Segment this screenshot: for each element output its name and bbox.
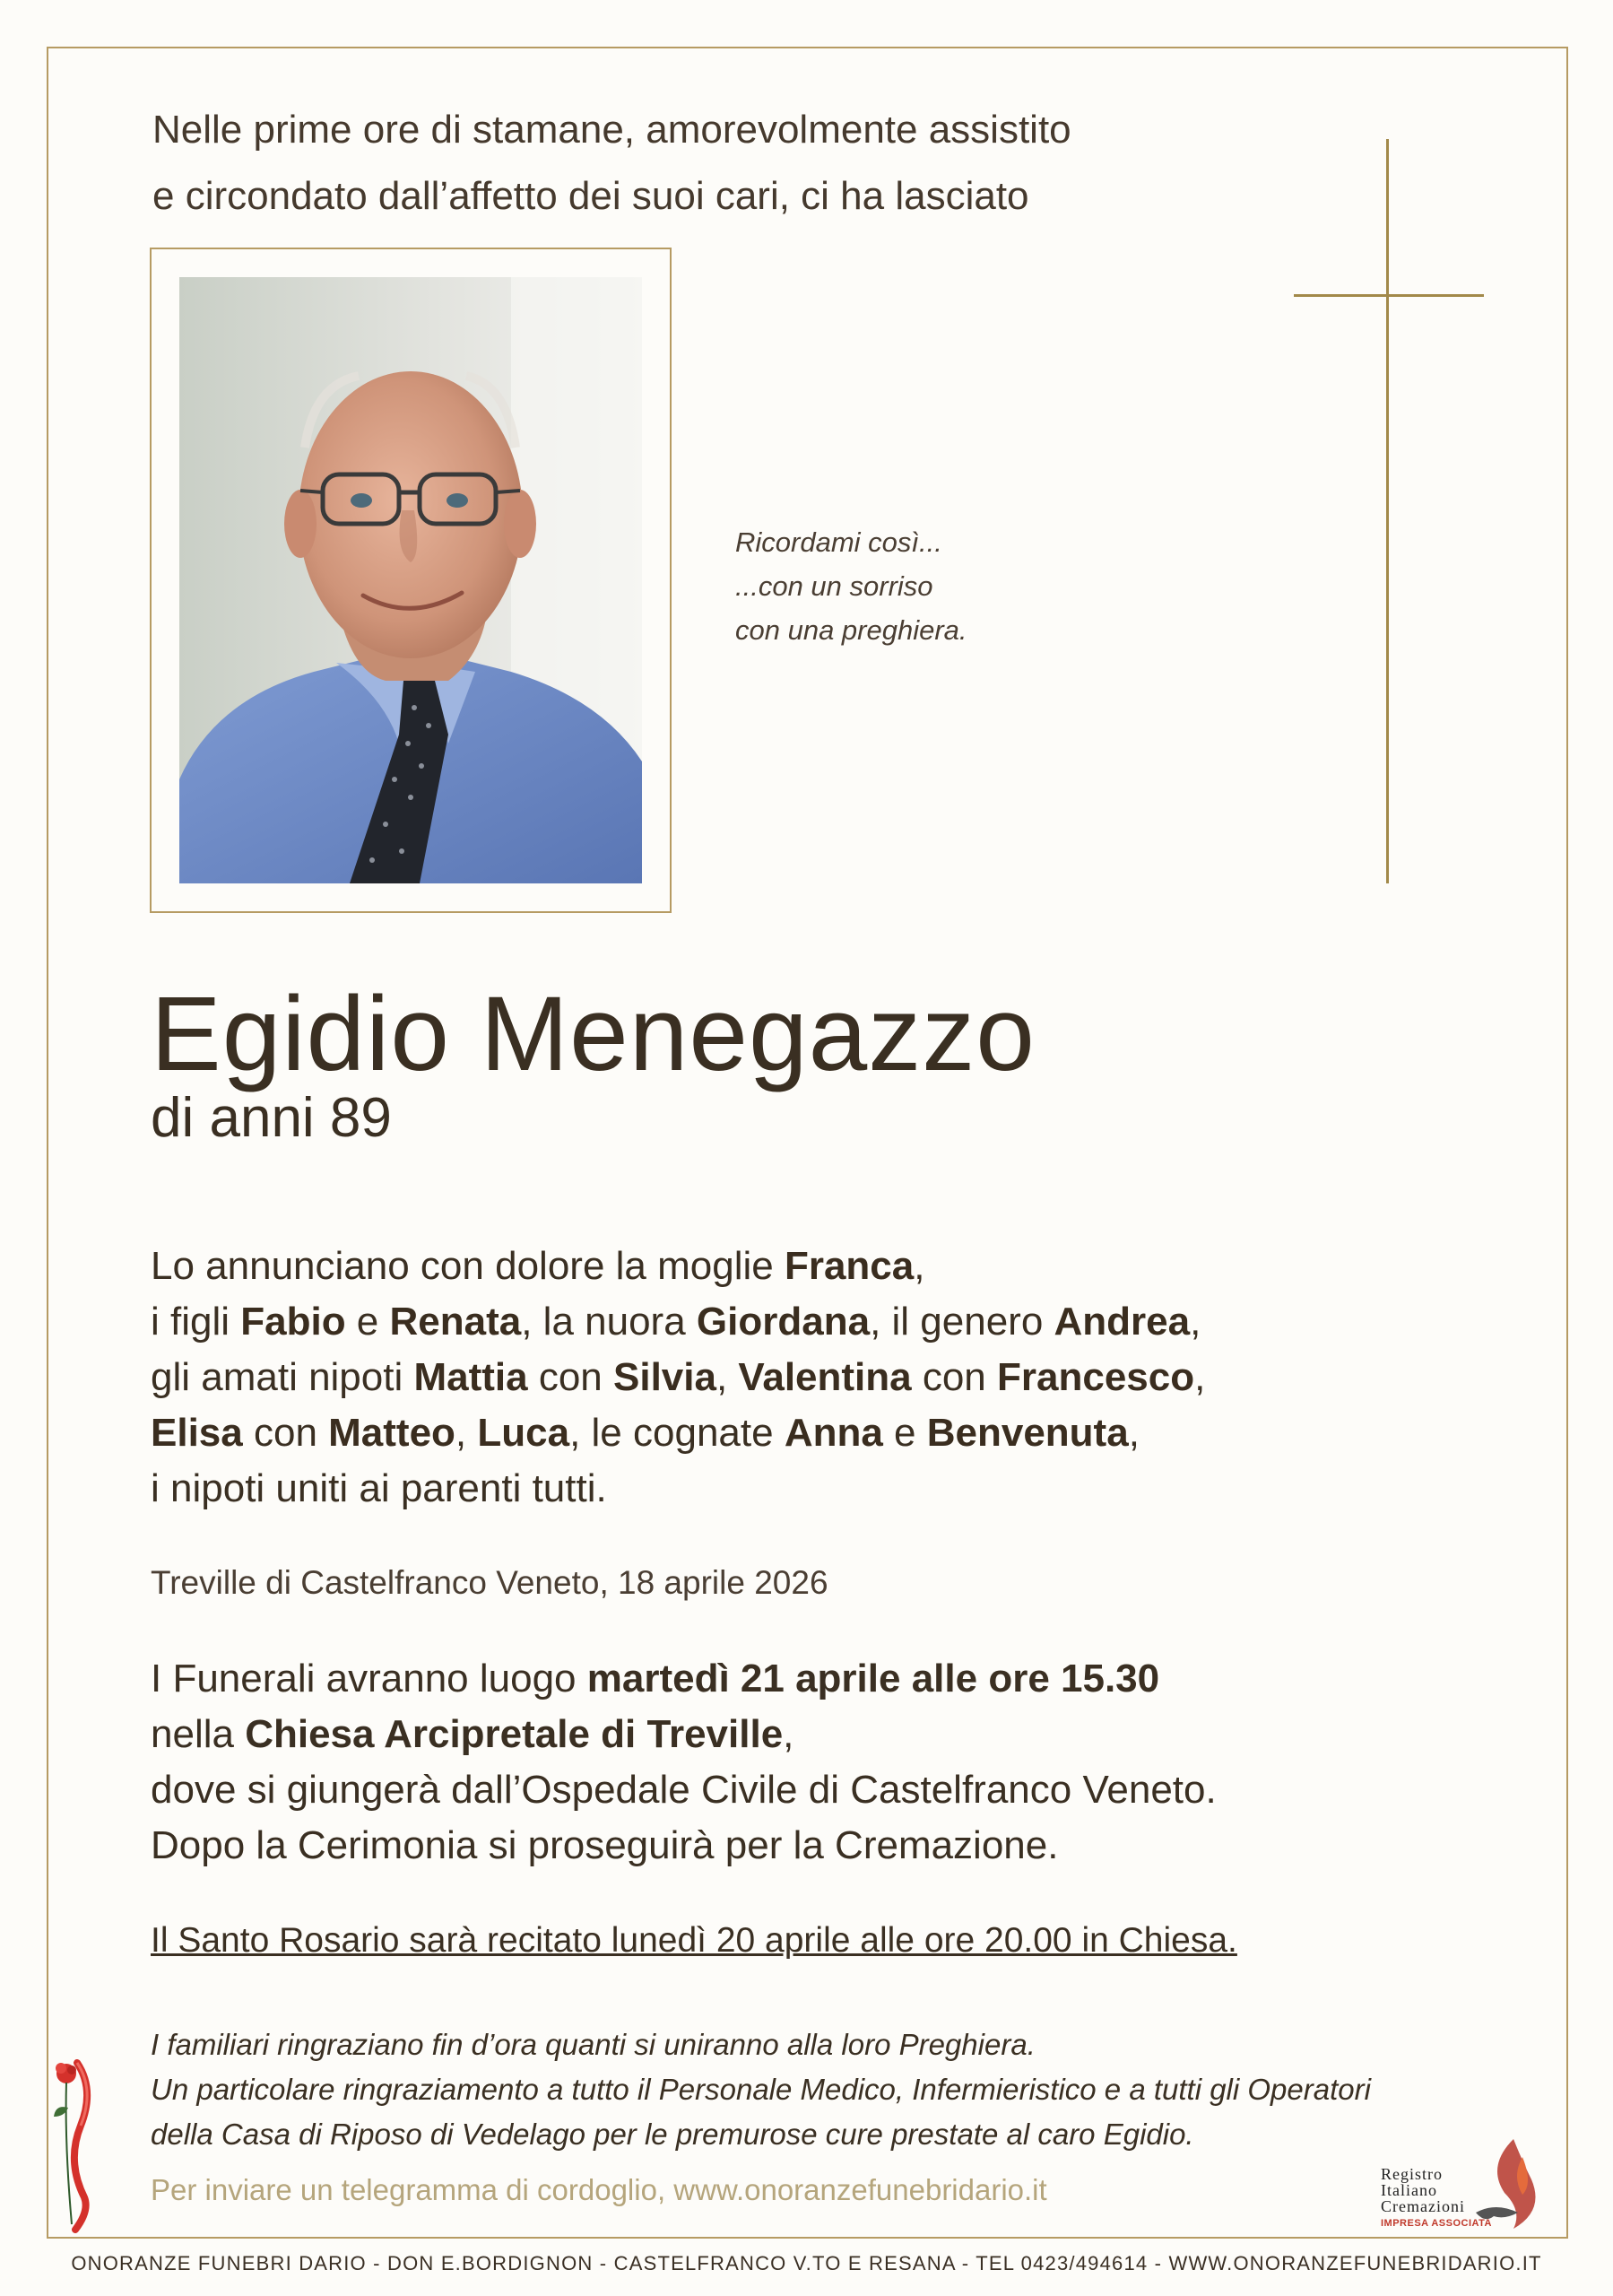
cross-icon-vertical xyxy=(1386,139,1389,883)
announcement-line-3: gli amati nipoti Mattia con Silvia, Valentina con Francesco, xyxy=(151,1355,1206,1399)
intro-line-2: e circondato dall’affetto dei suoi cari, ci ha lasciato xyxy=(152,174,1029,218)
intro-text xyxy=(152,97,1071,230)
place-date: Treville di Castelfranco Veneto, 18 aprile 2026 xyxy=(151,1564,828,1601)
quote-line-3: con una preghiera. xyxy=(735,614,967,646)
announcement-line-1: Lo annunciano con dolore la moglie Franca, xyxy=(151,1244,925,1288)
telegram-link[interactable]: Per inviare un telegramma di cordoglio, www.onoranzefunebridario.it xyxy=(151,2173,1047,2206)
quote-line-1: Ricordami così... xyxy=(735,526,942,558)
rose-ribbon-icon xyxy=(45,2054,99,2233)
funeral-line-1: I Funerali avranno luogo martedì 21 aprile alle ore 15.30 xyxy=(151,1657,1160,1700)
thanks-text xyxy=(151,2022,1371,2157)
deceased-name: Egidio Menegazzo xyxy=(151,975,1036,1093)
announcement-line-5: i nipoti uniti ai parenti tutti. xyxy=(151,1466,607,1510)
announcement-line-2: i figli Fabio e Renata, la nuora Giordana, il genero Andrea, xyxy=(151,1300,1201,1344)
thanks-line-1: I familiari ringraziano fin d’ora quanti si uniranno alla loro Preghiera. xyxy=(151,2028,1036,2061)
ric-line-3: Cremazioni xyxy=(1381,2197,1465,2215)
intro-line-1: Nelle prime ore di stamane, amorevolmente assistito xyxy=(152,108,1071,152)
quote-line-2: ...con un sorriso xyxy=(735,570,933,602)
funeral-details xyxy=(151,1651,1217,1874)
funeral-line-2: nella Chiesa Arcipretale di Treville, xyxy=(151,1712,794,1756)
memorial-quote xyxy=(735,520,967,652)
thanks-line-2: Un particolare ringraziamento a tutto il Personale Medico, Infermieristico e a tutti gli Operatori xyxy=(151,2073,1371,2106)
thanks-line-3: della Casa di Riposo di Vedelago per le premurose cure prestate al caro Egidio. xyxy=(151,2118,1194,2151)
ric-line-2: Italiano xyxy=(1381,2181,1437,2199)
funeral-line-4: Dopo la Cerimonia si proseguirà per la Cremazione. xyxy=(151,1823,1059,1867)
portrait-photo xyxy=(179,277,642,883)
ric-sub: IMPRESA ASSOCIATA xyxy=(1381,2218,1493,2229)
funeral-line-3: dove si giungerà dall’Ospedale Civile di Castelfranco Veneto. xyxy=(151,1768,1217,1812)
deceased-age: di anni 89 xyxy=(151,1087,392,1149)
ric-line-1: Registro xyxy=(1381,2165,1443,2183)
rosary-notice: Il Santo Rosario sarà recitato lunedì 20 aprile alle ore 20.00 in Chiesa. xyxy=(151,1921,1237,1960)
footer-contacts: ONORANZE FUNEBRI DARIO - DON E.BORDIGNON - CASTELFRANCO V.TO E RESANA - TEL 0423/494614 - WWW.ONORANZEFUNEBRIDARIO.IT xyxy=(71,2252,1542,2274)
announcement-line-4: Elisa con Matteo, Luca, le cognate Anna e Benvenuta, xyxy=(151,1411,1140,1455)
ric-logo xyxy=(1379,2130,1558,2238)
announcement xyxy=(151,1239,1205,1517)
cross-icon-horizontal xyxy=(1294,294,1484,297)
